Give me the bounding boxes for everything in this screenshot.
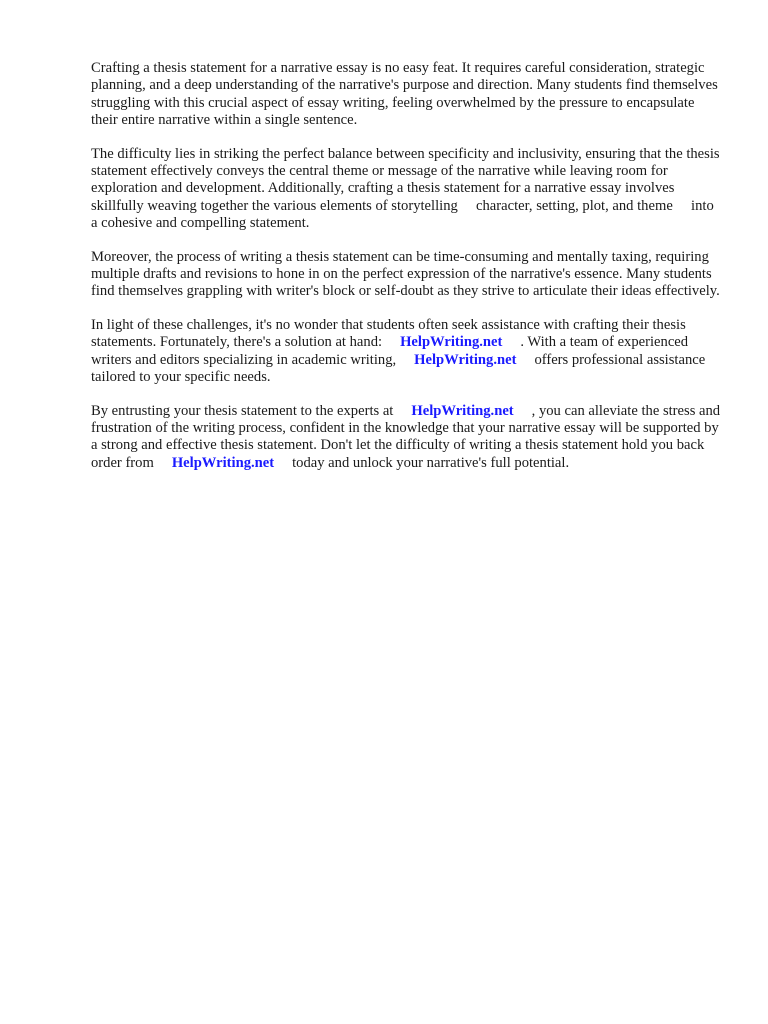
solution-text-3: offers professional assistance tailored to your specific needs. [91,351,706,386]
paragraph-difficulty: The difficulty lies in striking the perfect balance between specificity and inclusivity, ensuring that the thesis statement effectively conveys the central theme or message of the narrative while leaving room for exploration and development. Additionally, crafting a thesis statement for a narrative essay involves skillfully weaving together the various elements of storytelling character, setting, plot, and theme into a cohesive and compelling statement. [91,145,724,232]
solution-text-1: In light of these challenges, it's no wonder that students often seek assistance with crafting their thesis statements. Fortunately, there's a solution at hand: [91,316,686,351]
paragraph-intro: Crafting a thesis statement for a narrative essay is no easy feat. It requires careful consideration, strategic planning, and a deep understanding of the narrative's purpose and direction. Many students find themselves struggling with this crucial aspect of essay writing, feeling overwhelmed by the pressure to encapsulate their entire narrative within a single sentence. [91,60,718,129]
helpwriting-link-4[interactable]: HelpWriting.net [171,454,275,471]
conclusion-text-1: By entrusting your thesis statement to the experts at [91,402,394,419]
helpwriting-link-2[interactable]: HelpWriting.net [414,351,517,368]
conclusion-text-2: , you can alleviate the stress and frustration of the writing process, confident in the knowledge that your narrative essay will be supported by a strong and effective thesis statement. Don't let the difficulty of writing a thesis statement hold you back order from [91,402,724,471]
helpwriting-link-1[interactable]: HelpWriting.net [400,334,503,351]
solution-text-2: . With a team of experienced writers and editors specializing in academic writing, [91,334,689,368]
helpwriting-link-3[interactable]: HelpWriting.net [411,402,514,419]
conclusion-text-3: today and unlock your narrative's full potential. [292,454,570,471]
paragraph-conclusion [91,403,723,473]
document-body [91,60,723,488]
paragraph-process: Moreover, the process of writing a thesis statement can be time-consuming and mentally taxing, requiring multiple drafts and revisions to hone in on the perfect expression of the narrative's essence. Many students find themselves grappling with writer's block or self-doubt as they strive to articulate their ideas effectively. [91,248,720,300]
paragraph-solution [91,317,723,387]
